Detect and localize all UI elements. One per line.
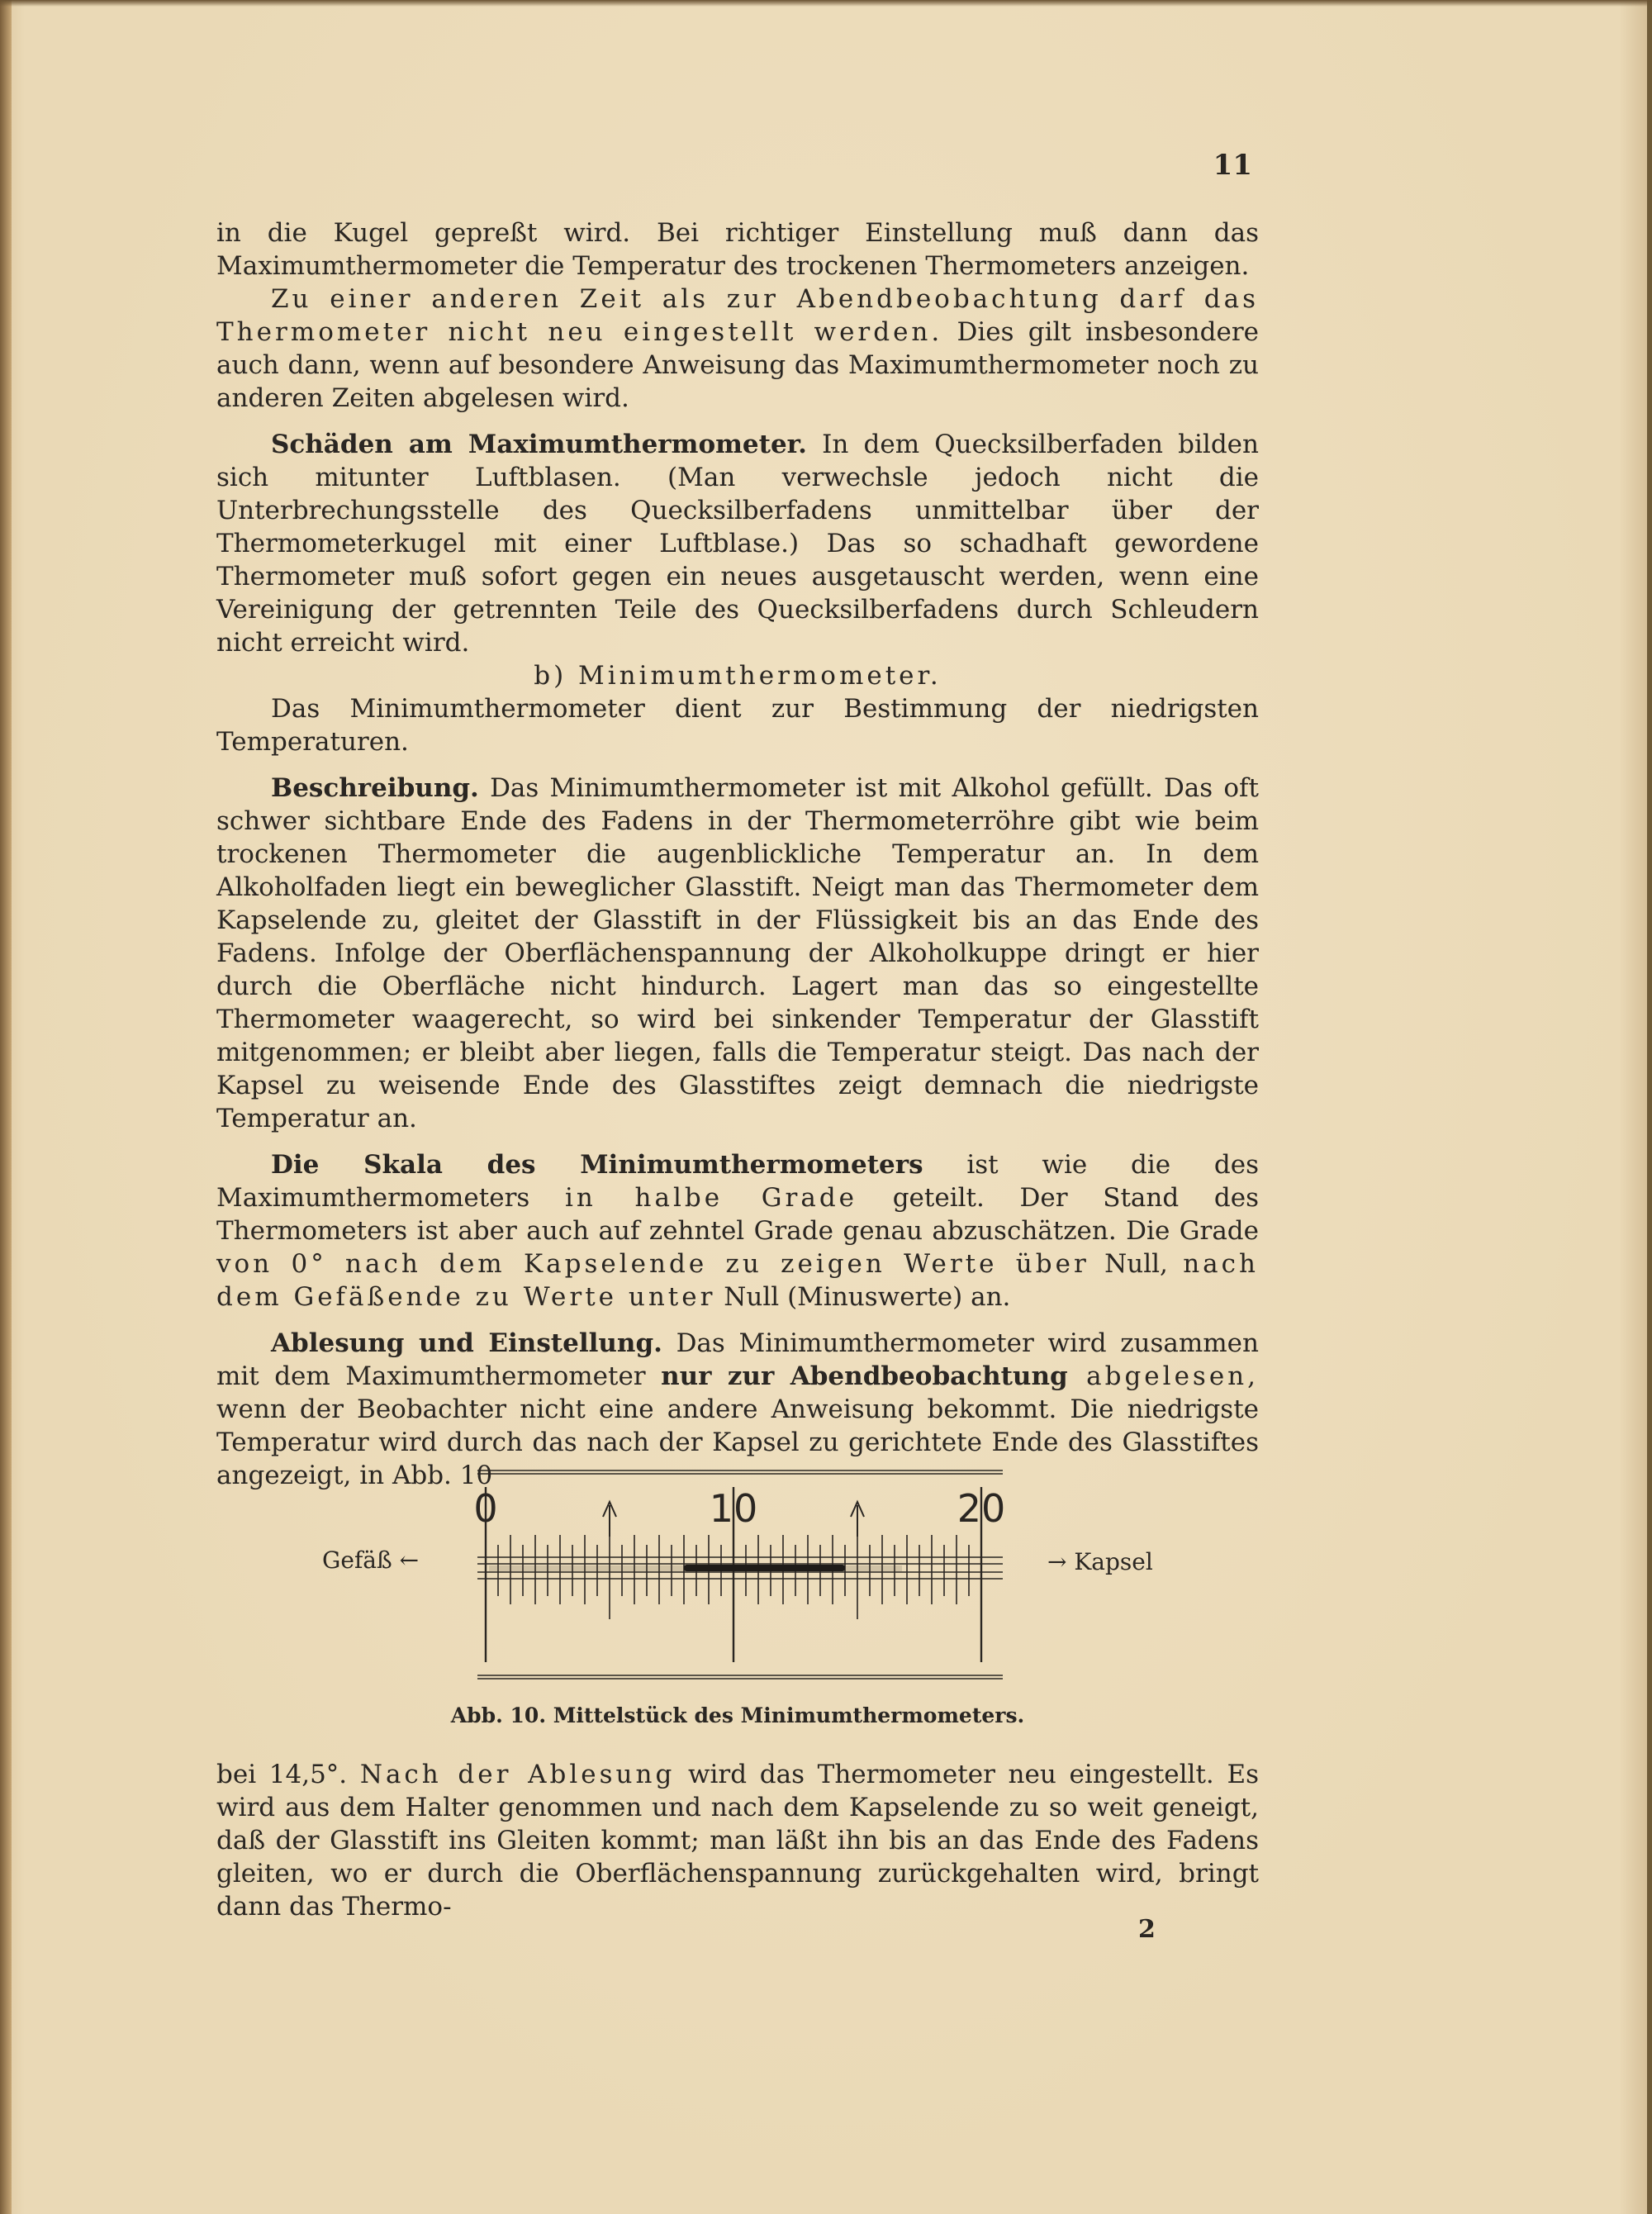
paragraph-7-b: wenn der Beobachter nicht eine andere Anweisung bekommt. Die niedrigste Temperatur wird durch das nach der Kapsel zu gerichtete Ende des Glasstiftes angezeigt, in Abb. 10: [216, 1394, 1259, 1490]
paragraph-2-rest: Dies gilt insbesondere auch dann, wenn auf besondere Anweisung das Maximumthermometer noch zu anderen Zeiten abgelesen wird.: [216, 317, 1259, 413]
label-gefaess: Gefäß ←: [322, 1546, 420, 1574]
section-title: b) Minimumthermometer.: [534, 661, 942, 691]
heading-schaeden: Schäden am Maximumthermometer.: [271, 430, 807, 459]
spaced-emphasis: in halbe Grade: [564, 1183, 858, 1213]
paragraph-2: [216, 283, 1259, 415]
page-top-edge: [0, 0, 1652, 7]
paragraph-6-d: Null (Minuswerte) an.: [715, 1282, 1011, 1312]
scale-label: 10: [709, 1486, 758, 1531]
paragraph-6-c: Null,: [1089, 1249, 1184, 1279]
glass-pin: [684, 1565, 845, 1571]
figure-thermometer-scale: [216, 1454, 1259, 1735]
scale-label: 20: [957, 1486, 1006, 1531]
heading-beschreibung: Beschreibung.: [271, 773, 479, 803]
paragraph-6-a: ist wie die des Maximumthermometers: [216, 1150, 1260, 1213]
spaced-emphasis: von 0° nach dem Kapselende zu zeigen Werte über: [216, 1249, 1089, 1279]
paragraph-6: [216, 1148, 1259, 1314]
paragraph-5-body: Das Minimumthermometer ist mit Alkohol gefüllt. Das oft schwer sichtbare Ende des Fadens in der Thermometerröhre gibt wie beim trockenen Thermometer die augenblickliche Temperatur an. In dem Alkoholfaden liegt ein beweglicher Glasstift. Neigt man das Thermometer dem Kapselende zu, gleitet der Glasstift in der Flüssigkeit bis an das Ende des Fadens. Infolge der Oberflächenspannung der Alkoholkuppe dringt er hier durch die Oberfläche nicht hindurch. Lagert man das so eingestellte Thermometer waagerecht, so wird bei sinkender Temperatur der Glasstift mitgenommen; er bleibt aber liegen, falls die Temperatur steigt. Das nach der Kapsel zu weisende Ende des Glasstiftes zeigt demnach die niedrigste Temperatur an.: [216, 773, 1259, 1133]
paragraph-8: [216, 1758, 1259, 1923]
paragraph-4: Das Minimumthermometer dient zur Bestimmung der niedrigsten Temperaturen.: [216, 694, 1259, 757]
paragraph-3: [216, 428, 1259, 659]
spaced-emphasis: Zu einer anderen Zeit als zur Abendbeobachtung darf das Thermometer nicht neu eingestellt werden.: [216, 284, 1259, 347]
paragraph-8-b: wird das Thermometer neu eingestellt. Es wird aus dem Halter genommen und nach dem Kapselende zu so weit geneigt, daß der Glasstift ins Gleiten kommt; man läßt ihn bis an das Ende des Fadens gleiten, wo er durch die Oberflächenspannung zurückgehalten wird, bringt dann das Thermo-: [216, 1760, 1259, 1922]
heading-ablesung: Ablesung und Einstellung.: [271, 1328, 662, 1358]
figure-caption: Abb. 10. Mittelstück des Minimumthermometers.: [450, 1703, 1025, 1727]
continuation-text: [216, 1758, 1259, 1923]
paragraph-3-body: In dem Quecksilberfaden bilden sich mitunter Luftblasen. (Man verwechsle jedoch nicht die Unterbrechungsstelle des Quecksilberfadens unmittelbar über der Thermometerkugel mit einer Luftblase.) Das so schadhaft gewordene Thermometer muß sofort gegen ein neues ausgetauscht werden, wenn eine Vereinigung der getrennten Teile des Quecksilberfadens durch Schleudern nicht erreicht wird.: [216, 430, 1259, 658]
body-text: [216, 216, 1259, 1492]
paragraph-6-b: geteilt. Der Stand des Thermometers ist aber auch auf zehntel Grade genau abzuschätzen. Die Grade: [216, 1183, 1259, 1246]
spaced-emphasis: nach dem Gefäßende zu Werte unter: [216, 1249, 1259, 1312]
paragraph-8-a: bei 14,5°.: [216, 1760, 360, 1789]
label-kapsel: → Kapsel: [1047, 1548, 1153, 1575]
scale-label: 0: [473, 1486, 498, 1531]
paragraph-7-a: Das Minimumthermometer wird zusammen mit dem Maximumthermometer: [216, 1328, 1259, 1391]
page-binding-edge: [0, 0, 12, 2214]
paragraph-5: [216, 772, 1259, 1135]
spaced-emphasis: Nach der Ablesung: [359, 1760, 676, 1789]
glass-pin-body: [684, 1565, 845, 1571]
heading-skala: Die Skala des Minimumthermometers: [271, 1150, 923, 1180]
signature-mark: 2: [1138, 1915, 1156, 1944]
page-number: 11: [1213, 149, 1252, 182]
thermometer-scale-diagram: [216, 1454, 1259, 1702]
paragraph-1: in die Kugel gepreßt wird. Bei richtiger Einstellung muß dann das Maximumthermometer die Temperatur des trockenen Thermometers anzeigen.: [216, 218, 1259, 281]
bold-emphasis: nur zur Abendbeobachtung: [661, 1361, 1068, 1391]
scale-labels: [473, 1486, 1005, 1531]
spaced-emphasis: abgelesen,: [1067, 1361, 1259, 1391]
